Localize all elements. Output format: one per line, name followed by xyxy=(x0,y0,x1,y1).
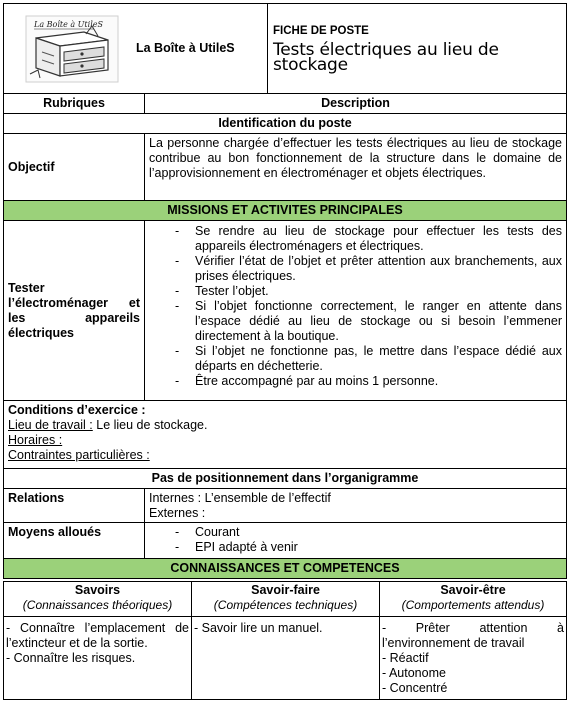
header-org-cell xyxy=(4,4,268,94)
savoiretre-item: - Réactif xyxy=(382,651,429,665)
savoirfaire-header xyxy=(192,582,380,617)
savoiretre-subtitle: (Comportements attendus) xyxy=(401,598,545,612)
savoirs-content xyxy=(4,617,192,700)
savoiretre-item: - Prêter attention à l’environnement de travail xyxy=(382,621,564,650)
savoiretre-content xyxy=(380,617,567,700)
lieu-value: Le lieu de stockage. xyxy=(92,418,208,432)
identification-heading: Identification du poste xyxy=(4,114,567,134)
logo-text: La Boîte à UtileS xyxy=(34,19,103,29)
savoirs-header xyxy=(4,582,192,617)
relations-internes: Internes : L’ensemble de l’effectif xyxy=(149,491,331,505)
savoiretre-item: - Autonome xyxy=(382,666,446,680)
savoirs-item: - Connaître les risques. xyxy=(6,651,136,665)
savoirfaire-item: - Savoir lire un manuel. xyxy=(194,621,323,635)
mission-item: - Tester l’objet. xyxy=(149,284,562,299)
header-table xyxy=(3,3,567,94)
missions-list-cell xyxy=(145,221,567,401)
savoirs-title: Savoirs xyxy=(74,583,121,597)
horaires-label: Horaires : xyxy=(8,433,63,447)
moyens-item: - Courant xyxy=(149,525,562,540)
organigramme-text: Pas de positionnement dans l’organigramme xyxy=(4,469,567,489)
col-header-rubriques: Rubriques xyxy=(4,94,145,114)
mission-item: - Si l’objet ne fonctionne pas, le mettre dans l’espace dédié aux départs en déchetterie. xyxy=(149,344,562,374)
org-name: La Boîte à UtileS xyxy=(136,41,235,55)
objectif-label: Objectif xyxy=(4,134,145,201)
relations-cell xyxy=(145,489,567,523)
fiche-label: FICHE DE POSTE xyxy=(273,25,369,37)
objectif-text: La personne chargée d’effectuer les tests électriques au lieu de stockage contribue au bon fonctionnement de la structure dans le domaine de l’approvisionnement en électroménager et objets électriques. xyxy=(145,134,567,201)
logo-illustration-icon xyxy=(22,12,122,86)
col-header-description: Description xyxy=(145,94,567,114)
relations-externes: Externes : xyxy=(149,506,206,520)
mission-item: - Si l’objet fonctionne correctement, le ranger en attente dans l’espace dédié au lieu de stockage ou si besoin l’emmener directement à la boutique. xyxy=(149,299,562,344)
savoirfaire-title: Savoir-faire xyxy=(251,583,320,597)
missions-list xyxy=(149,224,562,389)
moyens-label: Moyens alloués xyxy=(4,523,145,559)
moyens-list xyxy=(149,525,562,555)
lieu-line xyxy=(8,418,562,433)
competences-heading: CONNAISSANCES ET COMPETENCES xyxy=(4,559,567,579)
missions-heading: MISSIONS ET ACTIVITES PRINCIPALES xyxy=(4,201,567,221)
mission-item: - Vérifier l’état de l’objet et prêter attention aux branchements, aux prises électriques. xyxy=(149,254,562,284)
header-title-cell xyxy=(268,4,567,94)
lieu-label: Lieu de travail : xyxy=(8,418,93,432)
conditions-cell xyxy=(4,401,567,469)
savoirs-subtitle: (Connaissances théoriques) xyxy=(22,598,173,612)
mission-item: - Se rendre au lieu de stockage pour effectuer les tests des appareils électroménagers et électriques. xyxy=(149,224,562,254)
main-table xyxy=(3,93,567,579)
relations-label: Relations xyxy=(4,489,145,523)
contraintes-label: Contraintes particulières : xyxy=(8,448,150,462)
savoirs-item: - Connaître l’emplacement de l’extincteur et de la sortie. xyxy=(6,621,189,650)
conditions-heading: Conditions d’exercice : xyxy=(8,403,146,417)
missions-label: Tester l’électroménager et les appareils électriques xyxy=(4,221,145,401)
savoiretre-title: Savoir-être xyxy=(440,583,506,597)
savoirfaire-content xyxy=(192,617,380,700)
savoiretre-header xyxy=(380,582,567,617)
savoiretre-item: - Concentré xyxy=(382,681,448,695)
fiche-title: Tests électriques au lieu de stockage xyxy=(273,40,499,75)
moyens-cell xyxy=(145,523,567,559)
savoirfaire-subtitle: (Compétences techniques) xyxy=(213,598,358,612)
moyens-item: - EPI adapté à venir xyxy=(149,540,562,555)
mission-item: - Être accompagné par au moins 1 personne. xyxy=(149,374,562,389)
competences-table xyxy=(3,581,567,700)
